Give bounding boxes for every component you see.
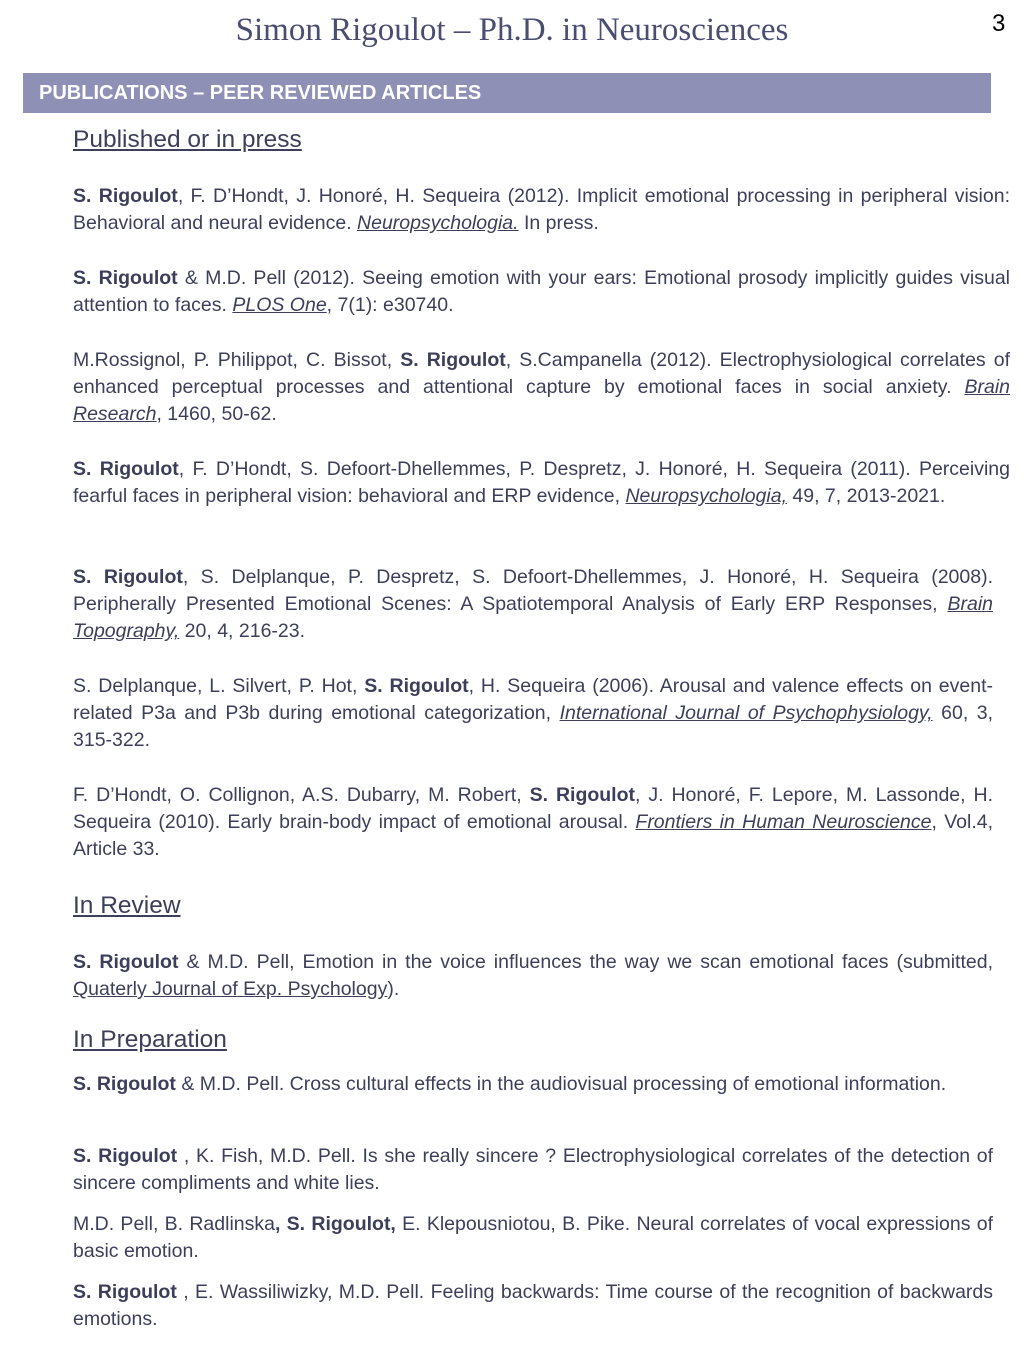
author-highlight: , S. Rigoulot, — [274, 1213, 396, 1235]
citation-tail: In press. — [518, 212, 599, 235]
author-highlight: S. Rigoulot — [400, 349, 506, 371]
citation-prefix: F. D’Hondt, O. Collignon, A.S. Dubarry, M. Robert, — [73, 784, 530, 806]
citation-tail: ). — [387, 978, 400, 1001]
citation-text: E. Klepousniotou, B. Pike. Neural correlates of vocal expressions of basic emotion. — [73, 1213, 993, 1263]
citation-prefix: S. Delplanque, L. Silvert, P. Hot, — [73, 675, 365, 697]
page-title: Simon Rigoulot – Ph.D. in Neurosciences — [235, 12, 789, 48]
journal-link[interactable]: International Journal of Psychophysiology, — [559, 702, 933, 725]
citation-text: & M.D. Pell. Cross cultural effects in the audiovisual processing of emotional information. — [175, 1073, 947, 1095]
section-header-bar — [23, 73, 991, 113]
publication-entry — [73, 1279, 993, 1333]
journal-link[interactable]: Neuropsychologia. — [357, 212, 519, 235]
publication-entry — [73, 564, 993, 646]
heading-in-preparation: In Preparation — [73, 1026, 227, 1053]
citation-text: , F. D’Hondt, J. Honoré, H. Sequeira (2012). Implicit emotional processing in peripheral vision: Behavioral and neural evidence. — [73, 185, 1010, 235]
publication-entry — [73, 183, 1010, 237]
heading-in-review: In Review — [73, 892, 181, 919]
author-highlight: S. Rigoulot — [73, 1281, 177, 1303]
citation-text: , E. Wassiliwizky, M.D. Pell. Feeling backwards: Time course of the recognition of backwards emotions. — [73, 1281, 993, 1331]
journal-link[interactable]: Neuropsychologia, — [625, 485, 787, 508]
publication-entry — [73, 949, 993, 1003]
citation-text: , J. Honoré, F. Lepore, M. Lassonde, H. Sequeira (2010). Early brain-body impact of emotional arousal. — [73, 784, 993, 834]
journal-link[interactable]: Brain Research — [73, 376, 1010, 426]
author-highlight: S. Rigoulot — [73, 267, 178, 289]
author-highlight: S. Rigoulot — [73, 566, 183, 588]
citation-text: , S. Delplanque, P. Despretz, S. Defoort-Dhellemmes, J. Honoré, H. Sequeira (2008). Peripherally Presented Emotional Scenes: A Spatiotemporal Analysis of Early ERP Responses, — [73, 566, 993, 616]
heading-published: Published or in press — [73, 126, 302, 153]
author-highlight: S. Rigoulot — [529, 784, 635, 806]
publication-entry — [73, 673, 993, 755]
publication-entry — [73, 456, 1010, 510]
journal-link[interactable]: Brain Topography, — [73, 593, 993, 643]
citation-text: & M.D. Pell, Emotion in the voice influences the way we scan emotional faces (submitted, — [178, 951, 993, 973]
author-highlight: S. Rigoulot — [73, 1073, 176, 1095]
publication-entry — [73, 347, 1010, 429]
author-highlight: S. Rigoulot — [73, 1145, 178, 1167]
citation-text: , K. Fish, M.D. Pell. Is she really sincere ? Electrophysiological correlates of the detection of sincere compliments and white lies. — [73, 1145, 993, 1195]
journal-link[interactable]: Quaterly Journal of Exp. Psychology — [73, 978, 388, 1001]
author-highlight: S. Rigoulot — [364, 675, 469, 697]
author-highlight: S. Rigoulot — [73, 458, 179, 480]
citation-tail: , 7(1): e30740. — [326, 294, 454, 317]
author-highlight: S. Rigoulot — [73, 185, 178, 207]
citation-text: & M.D. Pell (2012). Seeing emotion with your ears: Emotional prosody implicitly guides visual attention to faces. — [73, 267, 1010, 317]
publication-entry — [73, 1071, 993, 1098]
publication-entry — [73, 782, 993, 864]
page-number: 3 — [992, 10, 1006, 37]
author-highlight: S. Rigoulot — [73, 951, 179, 973]
citation-text: , S.Campanella (2012). Electrophysiological correlates of enhanced perceptual processes and attentional capture by emotional faces in social anxiety. — [73, 349, 1011, 399]
journal-link[interactable]: Frontiers in Human Neuroscience — [635, 811, 932, 834]
citation-tail: 20, 4, 216-23. — [179, 620, 306, 643]
section-header-label: PUBLICATIONS – PEER REVIEWED ARTICLES — [39, 82, 482, 104]
publication-entry — [73, 1143, 993, 1197]
citation-tail: 60, 3, 315-322. — [73, 702, 993, 752]
publication-entry — [73, 265, 1010, 319]
citation-prefix: M.Rossignol, P. Philippot, C. Bissot, — [73, 349, 401, 371]
citation-text: , H. Sequeira (2006). Arousal and valence effects on event-related P3a and P3b during emotional categorization, — [73, 675, 993, 725]
citation-text: , F. D’Hondt, S. Defoort-Dhellemmes, P. Despretz, J. Honoré, H. Sequeira (2011). Perceiving fearful faces in peripheral vision: behavioral and ERP evidence, — [73, 458, 1010, 508]
citation-tail: , 1460, 50-62. — [156, 403, 277, 426]
citation-tail: , Vol.4, Article 33. — [73, 811, 994, 861]
citation-tail: 49, 7, 2013-2021. — [786, 485, 946, 508]
citation-prefix: M.D. Pell, B. Radlinska — [73, 1213, 275, 1235]
journal-link[interactable]: PLOS One — [232, 294, 327, 317]
publication-entry — [73, 1211, 993, 1265]
